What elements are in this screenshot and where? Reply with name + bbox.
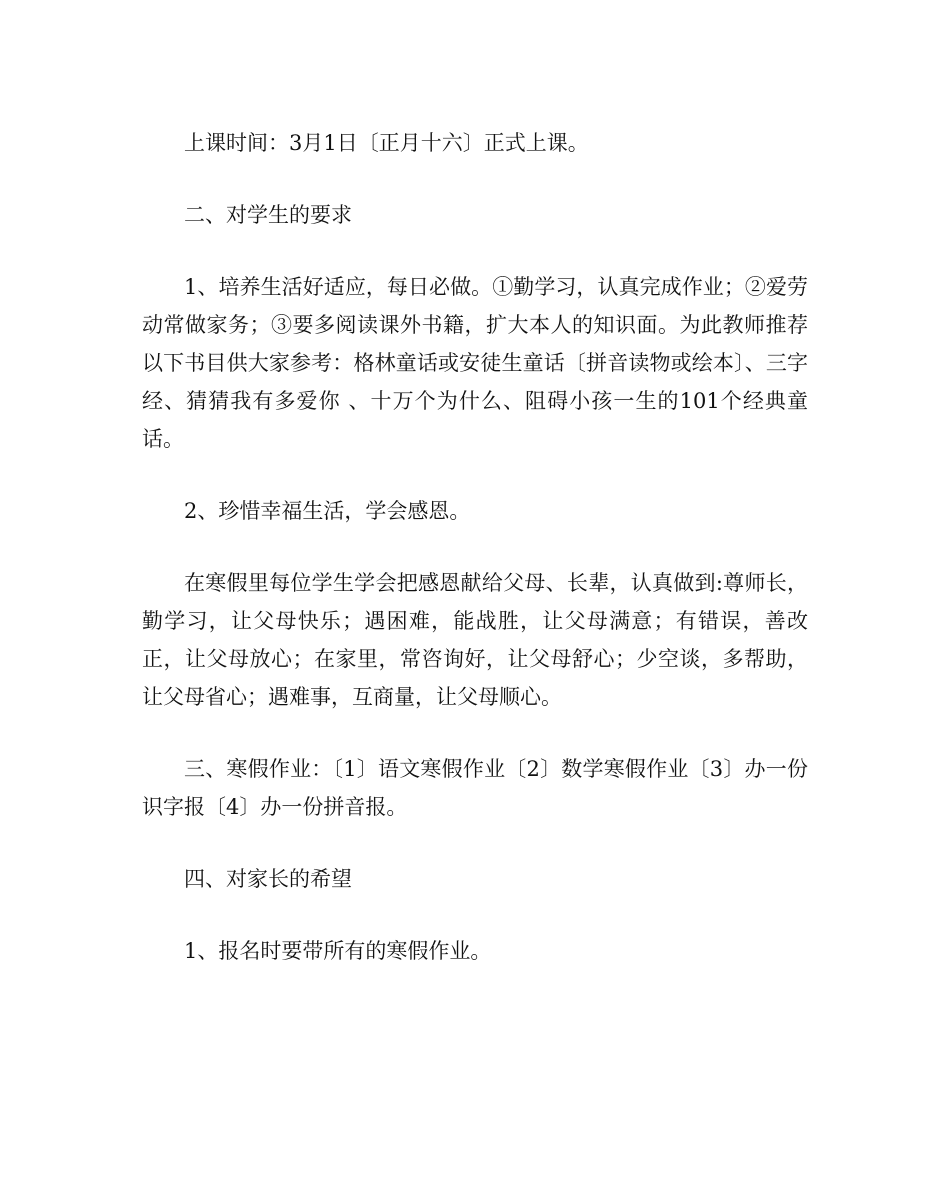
document-body [142,124,808,970]
paragraph-bring-homework: 1、报名时要带所有的寒假作业。 [184,939,492,963]
paragraph-gratitude-heading: 2、珍惜幸福生活，学会感恩。 [184,499,471,523]
paragraph-winter-homework: 三、寒假作业：〔1〕语文寒假作业〔2〕数学寒假作业〔3〕办一份识字报〔4〕办一份拼音报。 [142,757,808,819]
paragraph-daily-habits: 1、培养生活好适应，每日必做。①勤学习，认真完成作业；②爱劳动常做家务；③要多阅读课外书籍，扩大本人的知识面。为此教师推荐以下书目供大家参考：格林童话或安徒生童话〔拼音读物或绘本〕、三字经、猜猜我有多爱你 、十万个为什么、阻碍小孩一生的101个经典童话。 [142,275,808,451]
paragraph-gratitude-details: 在寒假里每位学生学会把感恩献给父母、长辈，认真做到:尊师长，勤学习，让父母快乐；遇困难，能战胜，让父母满意；有错误，善改正，让父母放心；在家里，常咨询好，让父母舒心；少空谈，多帮助，让父母省心；遇难事，互商量，让父母顺心。 [142,571,808,709]
heading-student-requirements: 二、对学生的要求 [184,203,352,227]
heading-parent-expectations: 四、对家长的希望 [184,867,352,891]
paragraph-class-start-time: 上课时间：3月1日〔正月十六〕正式上课。 [184,131,589,155]
